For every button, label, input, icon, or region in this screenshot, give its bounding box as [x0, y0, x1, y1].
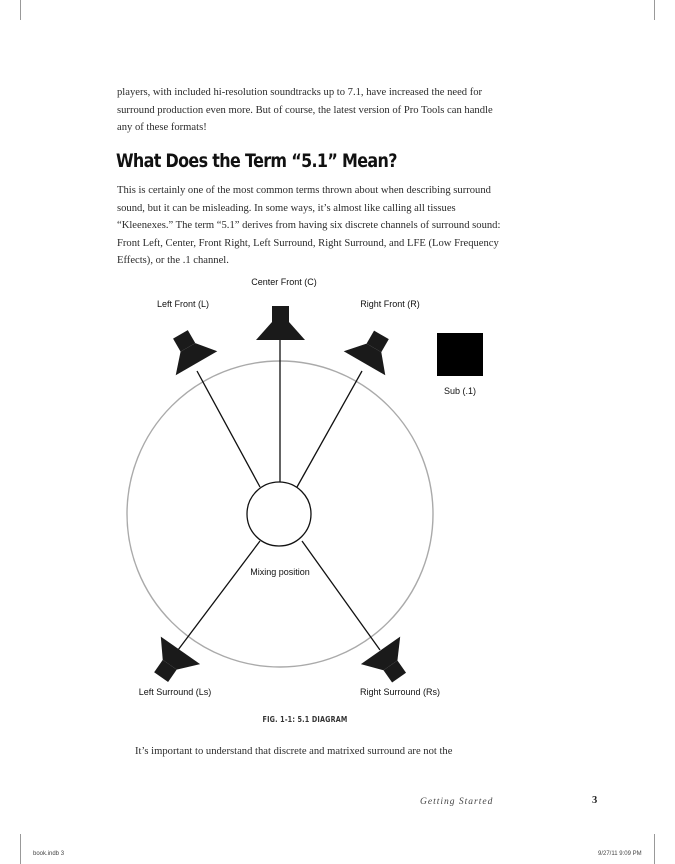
- label-right-surround: Right Surround (Rs): [359, 687, 441, 697]
- section-heading: What Does the Term “5.1” Mean?: [116, 150, 397, 172]
- speaker-left-front-icon: [159, 323, 217, 376]
- print-slug-left: book.indb 3: [33, 851, 65, 857]
- label-center-front: Center Front (C): [251, 277, 317, 287]
- label-left-front: Left Front (L): [156, 299, 210, 309]
- line-left-front: [197, 371, 260, 487]
- speaker-right-surround-icon: [361, 637, 419, 692]
- surround-5-1-diagram: [0, 270, 675, 710]
- speaker-center-front-icon: [256, 306, 305, 340]
- body-paragraph-main: This is certainly one of the most common terms thrown about when describing surround sound, but it can be misleading. In some ways, it’s almost like calling all tissues “Kleenexes.” The term “5.1” derives from having six discrete channels of surround sound: Front Left, Center, Front Right, Left Surround, Right Surround, and LFE (Low Frequency Effects), or the .1 channel.: [117, 185, 501, 266]
- body-paragraph-bottom: It’s important to understand that discrete and matrixed surround are not the: [135, 746, 453, 757]
- subwoofer-icon: [437, 333, 483, 376]
- print-slug-right: 9/27/11 9:09 PM: [598, 851, 642, 857]
- body-paragraph-top: players, with included hi-resolution soundtracks up to 7.1, have increased the need for surround production even more. But of course, the latest version of Pro Tools can handle any of these formats!: [117, 87, 493, 133]
- speaker-left-surround-icon: [142, 637, 200, 692]
- line-left-surround: [178, 541, 260, 650]
- label-left-surround: Left Surround (Ls): [138, 687, 212, 697]
- speaker-right-front-icon: [344, 323, 402, 376]
- mixing-position-circle: [247, 482, 311, 546]
- running-footer-section: Getting Started: [420, 797, 494, 807]
- line-right-surround: [302, 541, 380, 650]
- crop-mark: [654, 834, 655, 864]
- crop-mark: [654, 0, 655, 20]
- label-mixing-position: Mixing position: [250, 567, 310, 577]
- label-right-front: Right Front (R): [360, 299, 420, 309]
- line-right-front: [297, 371, 362, 487]
- label-sub: Sub (.1): [443, 386, 477, 396]
- crop-mark: [20, 0, 21, 20]
- figure-caption: FIG. 1-1: 5.1 DIAGRAM: [262, 715, 348, 724]
- crop-mark: [20, 834, 21, 864]
- page-number: 3: [592, 795, 598, 806]
